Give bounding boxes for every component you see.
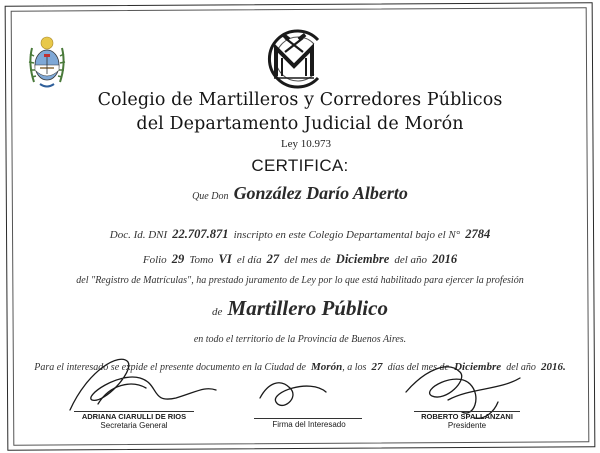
issue-month: Diciembre bbox=[454, 361, 502, 373]
day-value: 27 bbox=[266, 252, 280, 266]
month-value: Diciembre bbox=[335, 252, 390, 266]
secretary-name: ADRIANA CIARULLI DE RIOS bbox=[81, 412, 187, 421]
date-prefix: el día bbox=[236, 254, 262, 266]
profession-prefix: de bbox=[212, 306, 223, 318]
interested-role: Firma del Interesado bbox=[272, 420, 346, 429]
issue-year-label: del año bbox=[506, 362, 536, 373]
doc-registration-text: inscripto en este Colegio Departamental bajo el N° bbox=[233, 229, 461, 241]
college-name-line1: Colegio de Martilleros y Corredores Públicos bbox=[97, 90, 503, 110]
year-value: 2016 bbox=[432, 252, 458, 266]
issue-mid: , a los bbox=[342, 362, 367, 373]
certifica-title: CERTIFICA: bbox=[251, 156, 349, 175]
issue-day: 27 bbox=[371, 361, 383, 373]
signature-line-interested bbox=[254, 418, 362, 419]
tomo-label: Tomo bbox=[189, 254, 214, 266]
issue-city: Morón bbox=[311, 361, 343, 373]
recipient-name: González Darío Alberto bbox=[233, 183, 408, 203]
law-number: Ley 10.973 bbox=[280, 138, 332, 150]
tomo-value: VI bbox=[218, 252, 232, 266]
doc-number: 22.707.871 bbox=[172, 227, 229, 241]
registration-number: 2784 bbox=[465, 227, 491, 241]
secretary-role: Secretaria General bbox=[100, 421, 168, 430]
president-role: Presidente bbox=[447, 421, 487, 430]
folio-label: Folio bbox=[142, 254, 167, 266]
month-prefix: del mes de bbox=[284, 254, 331, 266]
folio-value: 29 bbox=[171, 252, 185, 266]
president-name: ROBERTO SPALLANZANI bbox=[421, 412, 513, 421]
year-prefix: del año bbox=[394, 254, 428, 266]
issue-year: 2016. bbox=[541, 361, 566, 373]
doc-prefix: Doc. Id. DNI bbox=[109, 229, 168, 241]
oath-text: del "Registro de Matrículas", ha prestado juramento de Ley por lo que está habilitado para ejercer la profesión bbox=[76, 275, 524, 286]
territory-text: en todo el territorio de la Provincia de Buenos Aires. bbox=[193, 334, 407, 345]
recipient-prefix: Que Don bbox=[192, 191, 229, 202]
profession-title: Martillero Público bbox=[227, 296, 388, 320]
issue-days-label: días del mes de bbox=[387, 362, 449, 373]
issue-prefix: Para el interesado se expide el presente documento en la Ciudad de bbox=[34, 362, 306, 373]
college-name-line2: del Departamento Judicial de Morón bbox=[136, 114, 464, 134]
